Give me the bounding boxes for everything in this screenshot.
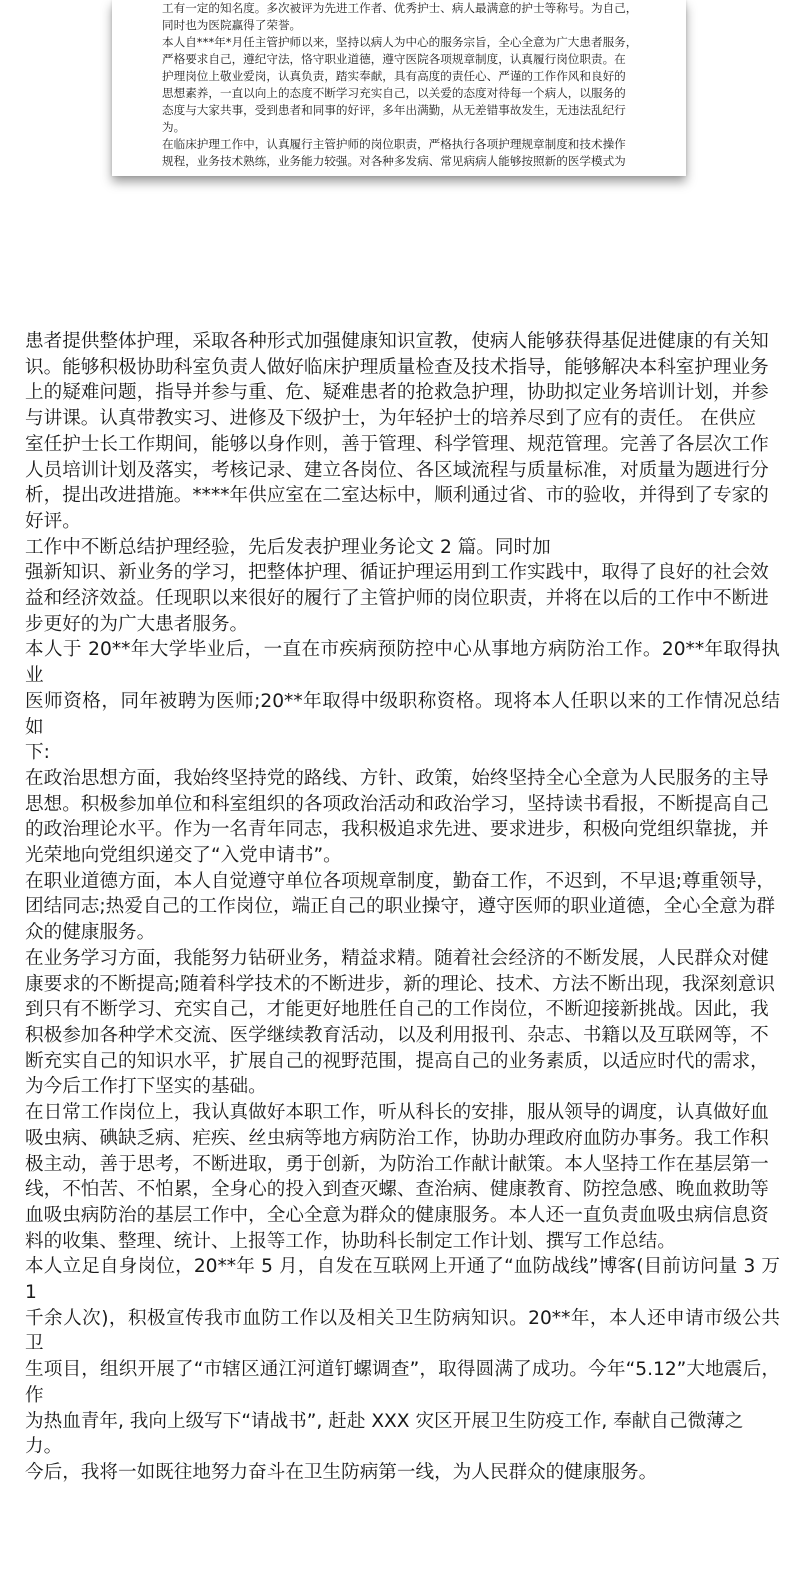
body-line: 今后，我将一如既往地努力奋斗在卫生防病第一线，为人民群众的健康服务。 [25, 1461, 658, 1483]
body-line: 极主动，善于思考，不断进取，勇于创新，为防治工作献计献策。本人坚持工作在基层第一 [25, 1153, 769, 1175]
preview-line: 工有一定的知名度。多次被评为先进工作者、优秀护士、病人最满意的护士等称号。为自己， [162, 1, 638, 15]
body-line: 步更好的为广大患者服务。 [25, 613, 249, 635]
body-line: 光荣地向党组织递交了“入党申请书”。 [25, 845, 342, 867]
body-line: 线，不怕苦、不怕累，全身心的投入到查灭螺、查治病、健康教育、防控急感、晚血救助等 [25, 1179, 769, 1201]
body-line: 下: [25, 742, 50, 764]
body-line: 本人于 20**年大学毕业后，一直在市疾病预防控中心从事地方病防治工作。20**年取得执业 [25, 639, 780, 687]
preview-line: 态度与大家共事，受到患者和同事的好评，多年出满勤，从无差错事故发生，无违法乱纪行 [162, 103, 626, 117]
preview-line: 同时也为医院赢得了荣誉。 [162, 18, 302, 32]
body-line: 积极参加各种学术交流、医学继续教育活动，以及利用报刊、杂志、书籍以及互联网等，不 [25, 1024, 769, 1046]
body-line: 好评。 [25, 510, 81, 532]
body-line: 本人立足自身岗位，20**年 5 月，自发在互联网上开通了“血防战线”博客(目前访问量 3 万 1 [25, 1256, 780, 1304]
preview-line: 本人自***年*月任主管护师以来，坚持以病人为中心的服务宗旨，全心全意为广大患者服务， [162, 35, 638, 49]
body-line: 为热血青年, 我向上级写下“请战书”, 赶赴 XXX 灾区开展卫生防疫工作, 奉献自己微薄之力。 [25, 1410, 744, 1458]
body-line: 患者提供整体护理，采取各种形式加强健康知识宣教，使病人能够获得基促进健康的有关知 [25, 331, 769, 352]
body-paragraph [25, 946, 780, 1100]
body-paragraph [25, 1460, 780, 1486]
preview-line: 在临床护理工作中，认真履行主管护师的岗位职责，严格执行各项护理规章制度和技术操作 [162, 137, 626, 151]
body-line: 在政治思想方面，我始终坚持党的路线、方针、政策，始终坚持全心全意为人民服务的主导 [25, 767, 769, 789]
body-line: 在日常工作岗位上，我认真做好本职工作，听从科长的安排，服从领导的调度，认真做好血 [25, 1102, 769, 1124]
body-line: 生项目，组织开展了“市辖区通江河道钉螺调查”，取得圆满了成功。今年“5.12”大地震后，作 [25, 1359, 780, 1406]
body-paragraph [25, 637, 780, 766]
body-line: 医师资格，同年被聘为医师;20**年取得中级职称资格。现将本人任职以来的工作情况总结如 [25, 690, 780, 738]
body-line: 为今后工作打下坚实的基础。 [25, 1076, 267, 1098]
body-paragraph [25, 560, 780, 637]
body-line: 析，提出改进措施。****年供应室在二室达标中，顺利通过省、市的验收，并得到了专家的 [25, 485, 769, 507]
preview-line: 严格要求自己，遵纪守法，恪守职业道德，遵守医院各项规章制度，认真履行岗位职责。在 [162, 52, 626, 66]
body-line: 团结同志;热爱自己的工作岗位，端正自己的职业操守，遵守医师的职业道德，全心全意为群 [25, 896, 776, 918]
body-line: 血吸虫病防治的基层工作中，全心全意为群众的健康服务。本人还一直负责血吸虫病信息资 [25, 1204, 769, 1226]
body-paragraph [25, 766, 780, 869]
body-line: 众的健康服务。 [25, 922, 156, 944]
body-line: 的政治理论水平。作为一名青年同志，我积极追求先进、要求进步，积极向党组织靠拢，并 [25, 819, 769, 841]
body-line: 室任护士长工作期间，能够以身作则，善于管理、科学管理、规范管理。完善了各层次工作 [25, 433, 769, 455]
body-paragraph [25, 1254, 780, 1460]
preview-line: 思想素养，一直以向上的态度不断学习充实自己，以关爱的态度对待每一个病人，以服务的 [162, 86, 626, 100]
body-paragraph [25, 1100, 780, 1254]
preview-paragraph [162, 34, 640, 136]
body-line: 千余人次)，积极宣传我市血防工作以及相关卫生防病知识。20**年，本人还申请市级公共卫 [25, 1307, 780, 1355]
body-line: 在职业道德方面，本人自觉遵守单位各项规章制度，勤奋工作，不迟到，不早退;尊重领导， [25, 870, 776, 892]
body-line: 识。能够积极协助科室负责人做好临床护理质量检查及技术指导，能够解决本科室护理业务 [25, 356, 769, 378]
preview-paragraph [162, 0, 640, 34]
body-line: 到只有不断学习、充实自己，才能更好地胜任自己的工作岗位，不断迎接新挑战。因此，我 [25, 999, 769, 1021]
body-line: 吸虫病、碘缺乏病、疟疾、丝虫病等地方病防治工作，协助办理政府血防办事务。我工作积 [25, 1127, 769, 1149]
body-line: 工作中不断总结护理经验，先后发表护理业务论文 2 篇。同时加 [25, 536, 551, 558]
body-line: 在业务学习方面，我能努力钻研业务，精益求精。随着社会经济的不断发展，人民群众对健 [25, 947, 769, 969]
preview-card-text [162, 0, 640, 170]
preview-line: 规程，业务技术熟练，业务能力较强。对各种多发病、常见病病人能够按照新的医学模式为 [162, 154, 626, 168]
body-line: 思想。积极参加单位和科室组织的各项政治活动和政治学习，坚持读书看报，不断提高自己 [25, 793, 769, 815]
body-line: 上的疑难问题，指导并参与重、危、疑难患者的抢救急护理，协助拟定业务培训计划，并参 [25, 382, 769, 404]
document-preview-card [112, 0, 686, 176]
body-paragraph [25, 869, 780, 946]
preview-paragraph [162, 136, 640, 170]
body-line: 与讲课。认真带教实习、进修及下级护士，为年轻护士的培养尽到了应有的责任。 在供应 [25, 408, 757, 430]
document-body [25, 329, 780, 1486]
body-line: 料的收集、整理、统计、上报等工作，协助科长制定工作计划、撰写工作总结。 [25, 1230, 676, 1252]
preview-line: 护理岗位上敬业爱岗，认真负责，踏实奉献，具有高度的责任心、严谨的工作作风和良好的 [162, 69, 626, 83]
body-line: 康要求的不断提高;随着科学技术的不断进步，新的理论、技术、方法不断出现，我深刻意识 [25, 973, 776, 995]
body-line: 人员培训计划及落实，考核记录、建立各岗位、各区域流程与质量标准，对质量为题进行分 [25, 459, 769, 481]
body-line: 断充实自己的知识水平，扩展自己的视野范围，提高自己的业务素质，以适应时代的需求， [25, 1050, 769, 1072]
body-paragraph [25, 535, 780, 561]
preview-line: 为。 [162, 120, 186, 134]
body-line: 强新知识、新业务的学习，把整体护理、循证护理运用到工作实践中，取得了良好的社会效 [25, 562, 769, 584]
body-paragraph [25, 329, 780, 535]
body-line: 益和经济效益。任现职以来很好的履行了主管护师的岗位职责，并将在以后的工作中不断进 [25, 588, 769, 610]
